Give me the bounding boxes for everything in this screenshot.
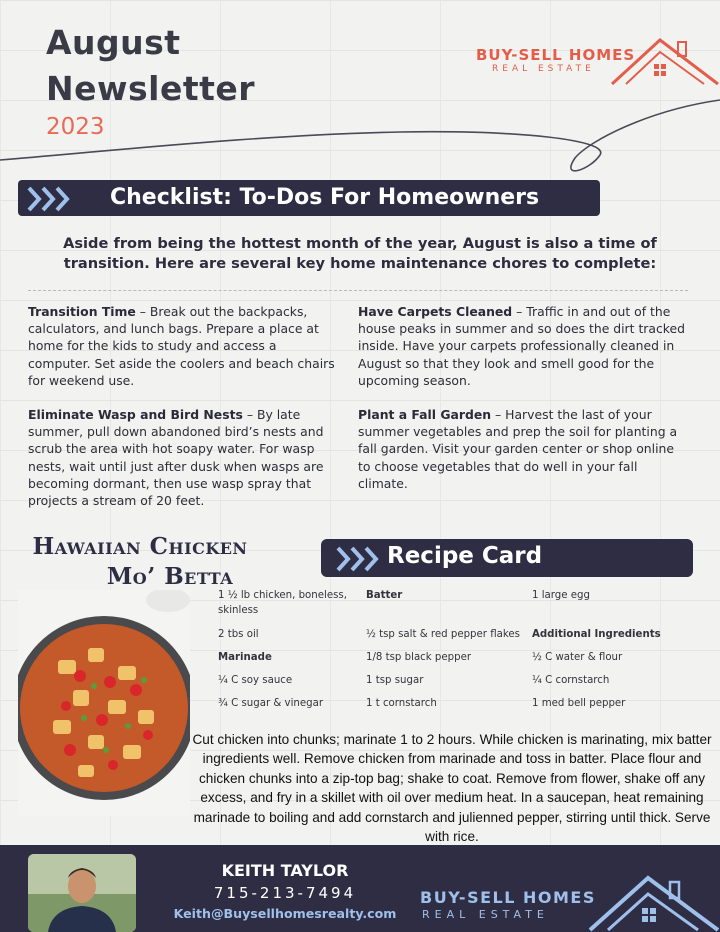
checklist-column-left bbox=[28, 303, 340, 526]
checklist-item-title: Transition Time bbox=[28, 304, 136, 319]
checklist-intro: Aside from being the hottest month of the year, August is also a time of transition. Here are several key home maintenance chores to complete: bbox=[63, 235, 657, 272]
ingredient: 1 ½ lb chicken, boneless, skinless bbox=[218, 590, 347, 616]
brand-name: BUY-SELL HOMES bbox=[476, 46, 636, 64]
house-roof-icon bbox=[608, 36, 720, 88]
brand-name: BUY-SELL HOMES bbox=[420, 888, 596, 907]
ingredient: 1 tsp sugar bbox=[366, 675, 424, 686]
checklist-item bbox=[358, 406, 688, 492]
brand-subtitle: REAL ESTATE bbox=[492, 64, 595, 74]
ingredient: ¼ C cornstarch bbox=[532, 675, 610, 686]
chevrons-icon bbox=[335, 546, 383, 572]
agent-phone[interactable]: 715-213-7494 bbox=[213, 884, 357, 902]
checklist-item-text: – Break out the backpacks, calculators, and lunch bags. Prepare a place at home for the kids to study and access a computer. Set aside the coolers and beach chairs for weekend use. bbox=[28, 304, 335, 388]
recipe-card-banner bbox=[321, 539, 693, 577]
brand-logo-bottom bbox=[420, 888, 720, 932]
title-line-2: Newsletter bbox=[46, 69, 256, 108]
agent-contact bbox=[150, 860, 420, 924]
ingredient: ¼ C soy sauce bbox=[218, 675, 293, 686]
checklist-item-text: – By late summer, pull down abandoned bird’s nests and scrub the area with hot soapy water. For wasp nests, wait until just after dusk when wasps are becoming dormant, then use wasp spray that projects a stream of 20 feet. bbox=[28, 407, 324, 509]
ingredient: ½ tsp salt & red pepper flakes bbox=[366, 629, 520, 640]
ingredient: 1 t cornstarch bbox=[366, 698, 437, 709]
checklist-item-title: Plant a Fall Garden bbox=[358, 407, 492, 423]
checklist-item-text: – Traffic in and out of the house peaks in summer and so does the dirt tracked inside. Have your carpets professionally cleaned in August so that they look and smell good for the upcoming season. bbox=[358, 304, 686, 388]
checklist-banner-text: Checklist: To-Dos For Homeowners bbox=[110, 185, 540, 210]
checklist-item bbox=[28, 303, 340, 389]
recipe-card-banner-text: Recipe Card bbox=[387, 543, 543, 569]
checklist-column-right bbox=[358, 303, 688, 509]
checklist-item-title: Have Carpets Cleaned bbox=[358, 304, 513, 319]
divider bbox=[28, 290, 688, 291]
ingredient: ¾ C sugar & vinegar bbox=[218, 698, 324, 709]
checklist-item-title: Eliminate Wasp and Bird Nests bbox=[28, 407, 243, 423]
checklist-banner bbox=[18, 180, 600, 216]
chevrons-icon bbox=[26, 186, 74, 212]
agent-photo bbox=[28, 854, 136, 932]
house-roof-icon bbox=[586, 874, 720, 932]
recipe-title bbox=[20, 532, 260, 592]
checklist-item-text: – Harvest the last of your summer vegetables and prep the soil for planting a fall garden. Visit your garden center or shop online to choose vegetables that do well in your fall climate. bbox=[358, 407, 678, 491]
title-line-1: August bbox=[46, 23, 181, 62]
agent-name: KEITH TAYLOR bbox=[221, 861, 349, 880]
ingredient-heading: Marinade bbox=[218, 652, 272, 663]
newsletter-year: 2023 bbox=[46, 114, 105, 140]
avatar bbox=[28, 854, 136, 932]
ingredient-heading: Batter bbox=[366, 590, 403, 601]
brand-logo-top bbox=[476, 36, 716, 96]
ingredient: 1/8 tsp black pepper bbox=[366, 652, 472, 663]
dish-photo bbox=[18, 590, 190, 816]
ingredient-heading: Additional Ingredients bbox=[532, 629, 661, 640]
ingredient: 2 tbs oil bbox=[218, 629, 259, 640]
checklist-item bbox=[28, 406, 340, 509]
checklist-item bbox=[358, 303, 688, 389]
ingredient: 1 med bell pepper bbox=[532, 698, 626, 709]
ingredient: 1 large egg bbox=[532, 590, 590, 601]
recipe-title-line-2: Mo’ Betta bbox=[106, 563, 234, 590]
ingredient: ½ C water & flour bbox=[532, 652, 623, 663]
newsletter-title bbox=[46, 20, 306, 112]
brand-subtitle: REAL ESTATE bbox=[422, 908, 549, 921]
recipe-title-line-1: Hawaiian Chicken bbox=[32, 533, 248, 560]
recipe-instructions: Cut chicken into chunks; marinate 1 to 2 hours. While chicken is marinating, mix batter ingredients well. Remove chicken from marinade and toss in batter. Place flour and chicken chunks into a zip-top bag; shake to coat. Remove from flower, shake off any excess, and fry in a skillet with oil over medium heat. In a saucepan, heat remaining marinade to boiling and add cornstarch and julienned pepper, stirring until thick. Serve with rice. bbox=[192, 732, 712, 845]
agent-email[interactable]: Keith@Buysellhomesrealty.com bbox=[173, 906, 397, 921]
